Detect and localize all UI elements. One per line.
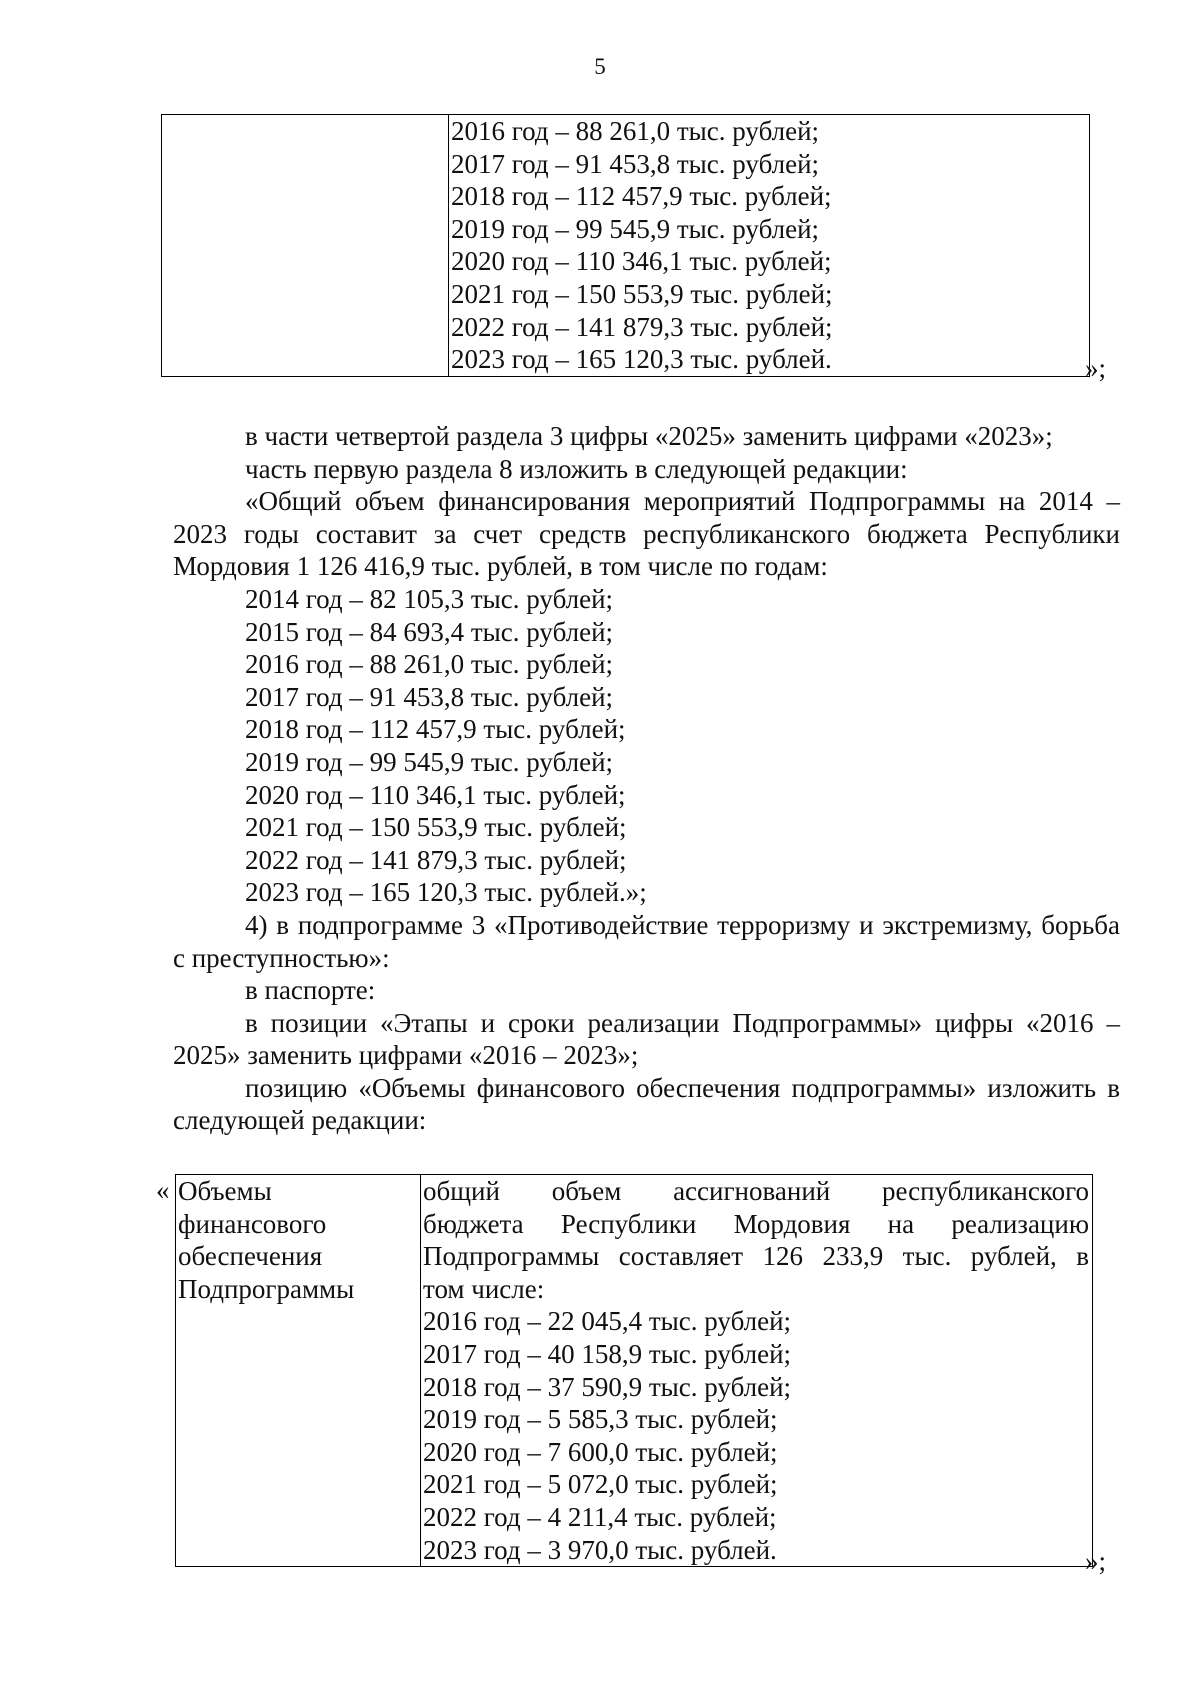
table2-left-cell — [176, 1175, 421, 1567]
table2-line: 2019 год – 5 585,3 тыс. рублей; — [423, 1404, 778, 1435]
table2-line: 2018 год – 37 590,9 тыс. рублей; — [423, 1371, 792, 1402]
table2-intro-line: том числе: — [423, 1273, 545, 1304]
paragraph-passport: в паспорте: — [245, 975, 376, 1006]
table2-left-line: Подпрограммы — [178, 1273, 355, 1304]
table2-line: 2023 год – 3 970,0 тыс. рублей. — [423, 1534, 777, 1565]
year-line: 2017 год – 91 453,8 тыс. рублей; — [245, 681, 614, 712]
year-line: 2022 год – 141 879,3 тыс. рублей; — [245, 844, 627, 875]
paragraph-subprogram3: 4) в подпрограмме 3 «Противодействие терроризму и экстремизму, борьба с преступностью»: — [173, 909, 1120, 973]
year-line: 2019 год – 99 545,9 тыс. рублей; — [245, 746, 614, 777]
table2-left-line: Объемы — [178, 1176, 272, 1206]
subprogram3-funding-table — [175, 1174, 1093, 1567]
table2-line: 2020 год – 7 600,0 тыс. рублей; — [423, 1436, 778, 1467]
year-line: 2023 год – 165 120,3 тыс. рублей.»; — [245, 877, 647, 908]
table2-closing-quote: »; — [1085, 1546, 1107, 1576]
year-line: 2018 год – 112 457,9 тыс. рублей; — [245, 714, 626, 745]
year-line: 2020 год – 110 346,1 тыс. рублей; — [245, 779, 626, 810]
table2-intro-line: Подпрограммы составляет 126 233,9 тыс. рублей, в — [423, 1241, 1089, 1272]
table2-opening-quote: « — [156, 1175, 170, 1205]
table2-line: 2021 год – 5 072,0 тыс. рублей; — [423, 1469, 778, 1500]
table1-right-cell — [449, 115, 1090, 377]
table2-right-cell — [421, 1175, 1093, 1567]
year-line: 2014 год – 82 105,3 тыс. рублей; — [245, 583, 614, 614]
table2-line: 2022 год – 4 211,4 тыс. рублей; — [423, 1501, 777, 1532]
paragraph-total-funding: «Общий объем финансирования мероприятий Подпрограммы на 2014 – 2023 годы составит за счет средств республиканского бюджета Республики Мордовия 1 126 416,9 тыс. рублей, в том числе по годам: — [173, 486, 1120, 582]
table2-line: 2016 год – 22 045,4 тыс. рублей; — [423, 1306, 792, 1337]
table2-intro-line: бюджета Республики Мордовия на реализацию — [423, 1208, 1089, 1239]
table1-closing-quote: »; — [1085, 353, 1107, 383]
table1-line: 2017 год – 91 453,8 тыс. рублей; — [451, 148, 820, 179]
page-number: 5 — [594, 54, 606, 79]
year-line: 2015 год – 84 693,4 тыс. рублей; — [245, 616, 614, 647]
table1-line: 2018 год – 112 457,9 тыс. рублей; — [451, 181, 832, 212]
paragraph-funding-position: позицию «Объемы финансового обеспечения подпрограммы» изложить в следующей редакции: — [173, 1072, 1120, 1136]
document-body — [173, 420, 1120, 1137]
paragraph-stages: в позиции «Этапы и сроки реализации Подпрограммы» цифры «2016 – 2025» заменить цифрами «2016 – 2023»; — [173, 1007, 1120, 1071]
paragraph-section3: в части четвертой раздела 3 цифры «2025» заменить цифрами «2023»; — [245, 421, 1053, 451]
paragraph-section8: часть первую раздела 8 изложить в следующей редакции: — [245, 453, 908, 484]
table1-line: 2016 год – 88 261,0 тыс. рублей; — [451, 116, 820, 146]
table2-intro-line: общий объем ассигнований республиканского — [423, 1176, 1089, 1206]
table1-line: 2019 год – 99 545,9 тыс. рублей; — [451, 213, 820, 244]
table1-left-cell — [162, 115, 449, 377]
table2-left-line: обеспечения — [178, 1241, 323, 1272]
table1-line: 2021 год – 150 553,9 тыс. рублей; — [451, 278, 833, 309]
year-line: 2021 год – 150 553,9 тыс. рублей; — [245, 812, 627, 843]
table1-line: 2023 год – 165 120,3 тыс. рублей. — [451, 344, 832, 375]
table2-line: 2017 год – 40 158,9 тыс. рублей; — [423, 1338, 792, 1369]
table2-left-line: финансового — [178, 1208, 327, 1239]
table1-line: 2020 год – 110 346,1 тыс. рублей; — [451, 246, 832, 277]
year-line: 2016 год – 88 261,0 тыс. рублей; — [245, 649, 614, 680]
table1-line: 2022 год – 141 879,3 тыс. рублей; — [451, 311, 833, 342]
funding-table-continued — [161, 114, 1090, 377]
